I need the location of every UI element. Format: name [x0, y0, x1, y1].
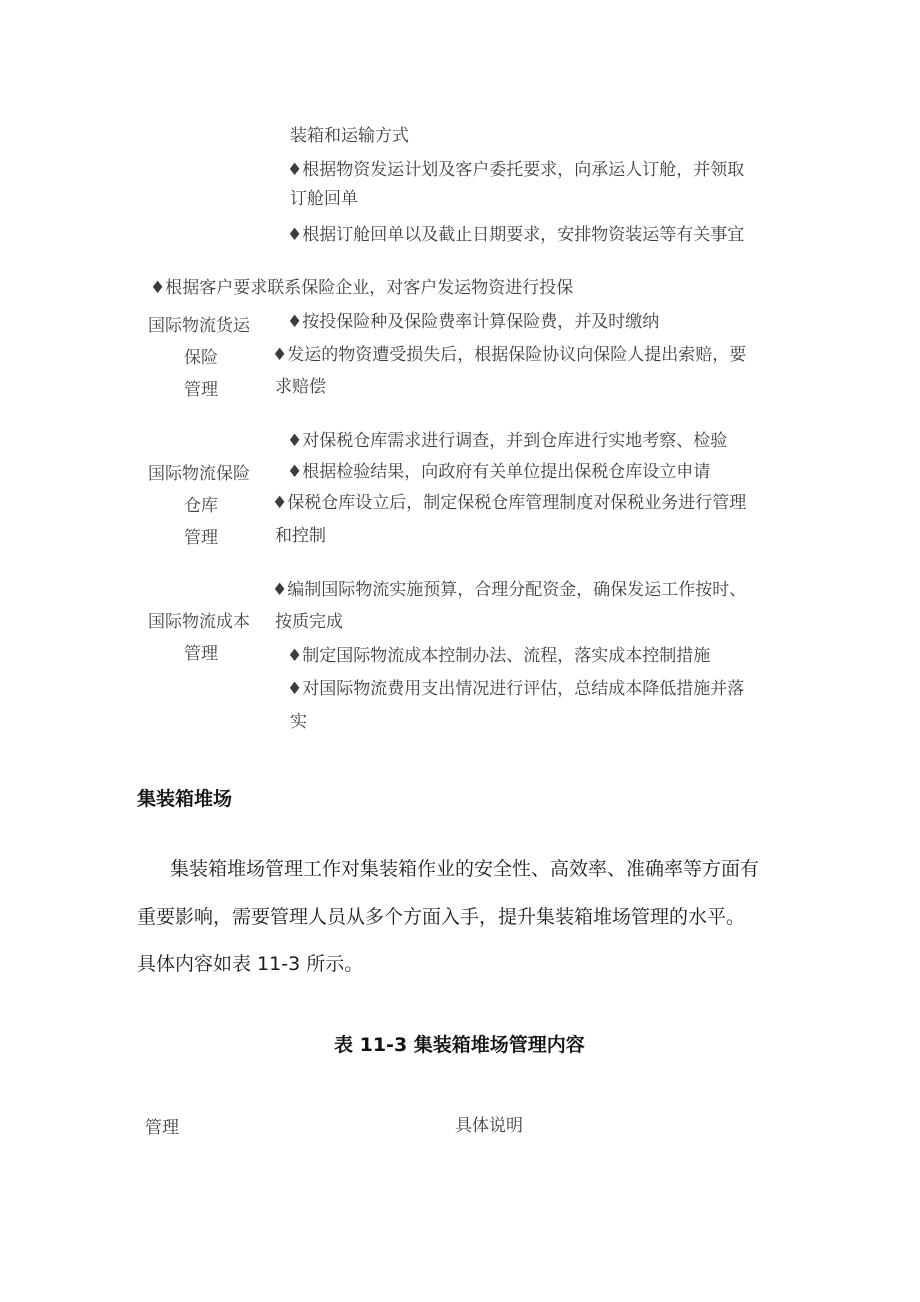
- text-line: 实: [290, 712, 307, 732]
- table-header-details: 具体说明: [455, 1116, 523, 1136]
- bullet-item: ♦发运的物资遭受损失后，根据保险协议向保险人提出索赔，要: [272, 345, 747, 365]
- text-line: 装箱和运输方式: [290, 126, 409, 146]
- row-label: 管理: [184, 644, 218, 664]
- row-label: 管理: [184, 528, 218, 548]
- bullet-item: ♦对国际物流费用支出情况进行评估，总结成本降低措施并落: [287, 679, 745, 699]
- table-header-management: 管理: [145, 1118, 179, 1138]
- bullet-item: ♦按投保险种及保险费率计算保险费，并及时缴纳: [287, 312, 660, 332]
- row-label: 国际物流货运: [148, 316, 250, 336]
- bullet-item: ♦编制国际物流实施预算，合理分配资金，确保发运工作按时、: [272, 580, 747, 600]
- row-label: 保险: [184, 348, 218, 368]
- section-heading: 集装箱堆场: [137, 788, 233, 810]
- text-line: 和控制: [275, 526, 326, 546]
- paragraph-line: 集装箱堆场管理工作对集装箱作业的安全性、高效率、准确率等方面有: [170, 858, 760, 880]
- bullet-item: ♦根据检验结果，向政府有关单位提出保税仓库设立申请: [287, 462, 711, 482]
- table-caption: 表 11-3 集装箱堆场管理内容: [334, 1034, 585, 1056]
- bullet-item: ♦制定国际物流成本控制办法、流程，落实成本控制措施: [287, 646, 711, 666]
- text-line: 求赔偿: [275, 377, 326, 397]
- paragraph-line: 具体内容如表 11-3 所示。: [137, 953, 364, 975]
- bullet-item: ♦根据客户要求联系保险企业，对客户发运物资进行投保: [150, 278, 574, 298]
- bullet-item: ♦对保税仓库需求进行调查，并到仓库进行实地考察、检验: [287, 431, 728, 451]
- row-label: 管理: [184, 380, 218, 400]
- row-label: 国际物流保险: [148, 464, 250, 484]
- text-line: 订舱回单: [290, 189, 358, 209]
- bullet-item: ♦根据订舱回单以及截止日期要求，安排物资装运等有关事宜: [287, 225, 745, 245]
- bullet-item: ♦保税仓库设立后，制定保税仓库管理制度对保税业务进行管理: [272, 493, 747, 513]
- text-line: 按质完成: [275, 612, 343, 632]
- row-label: 仓库: [184, 496, 218, 516]
- row-label: 国际物流成本: [148, 612, 250, 632]
- paragraph-line: 重要影响，需要管理人员从多个方面入手，提升集装箱堆场管理的水平。: [137, 906, 746, 928]
- bullet-item: ♦根据物资发运计划及客户委托要求，向承运人订舱，并领取: [287, 160, 745, 180]
